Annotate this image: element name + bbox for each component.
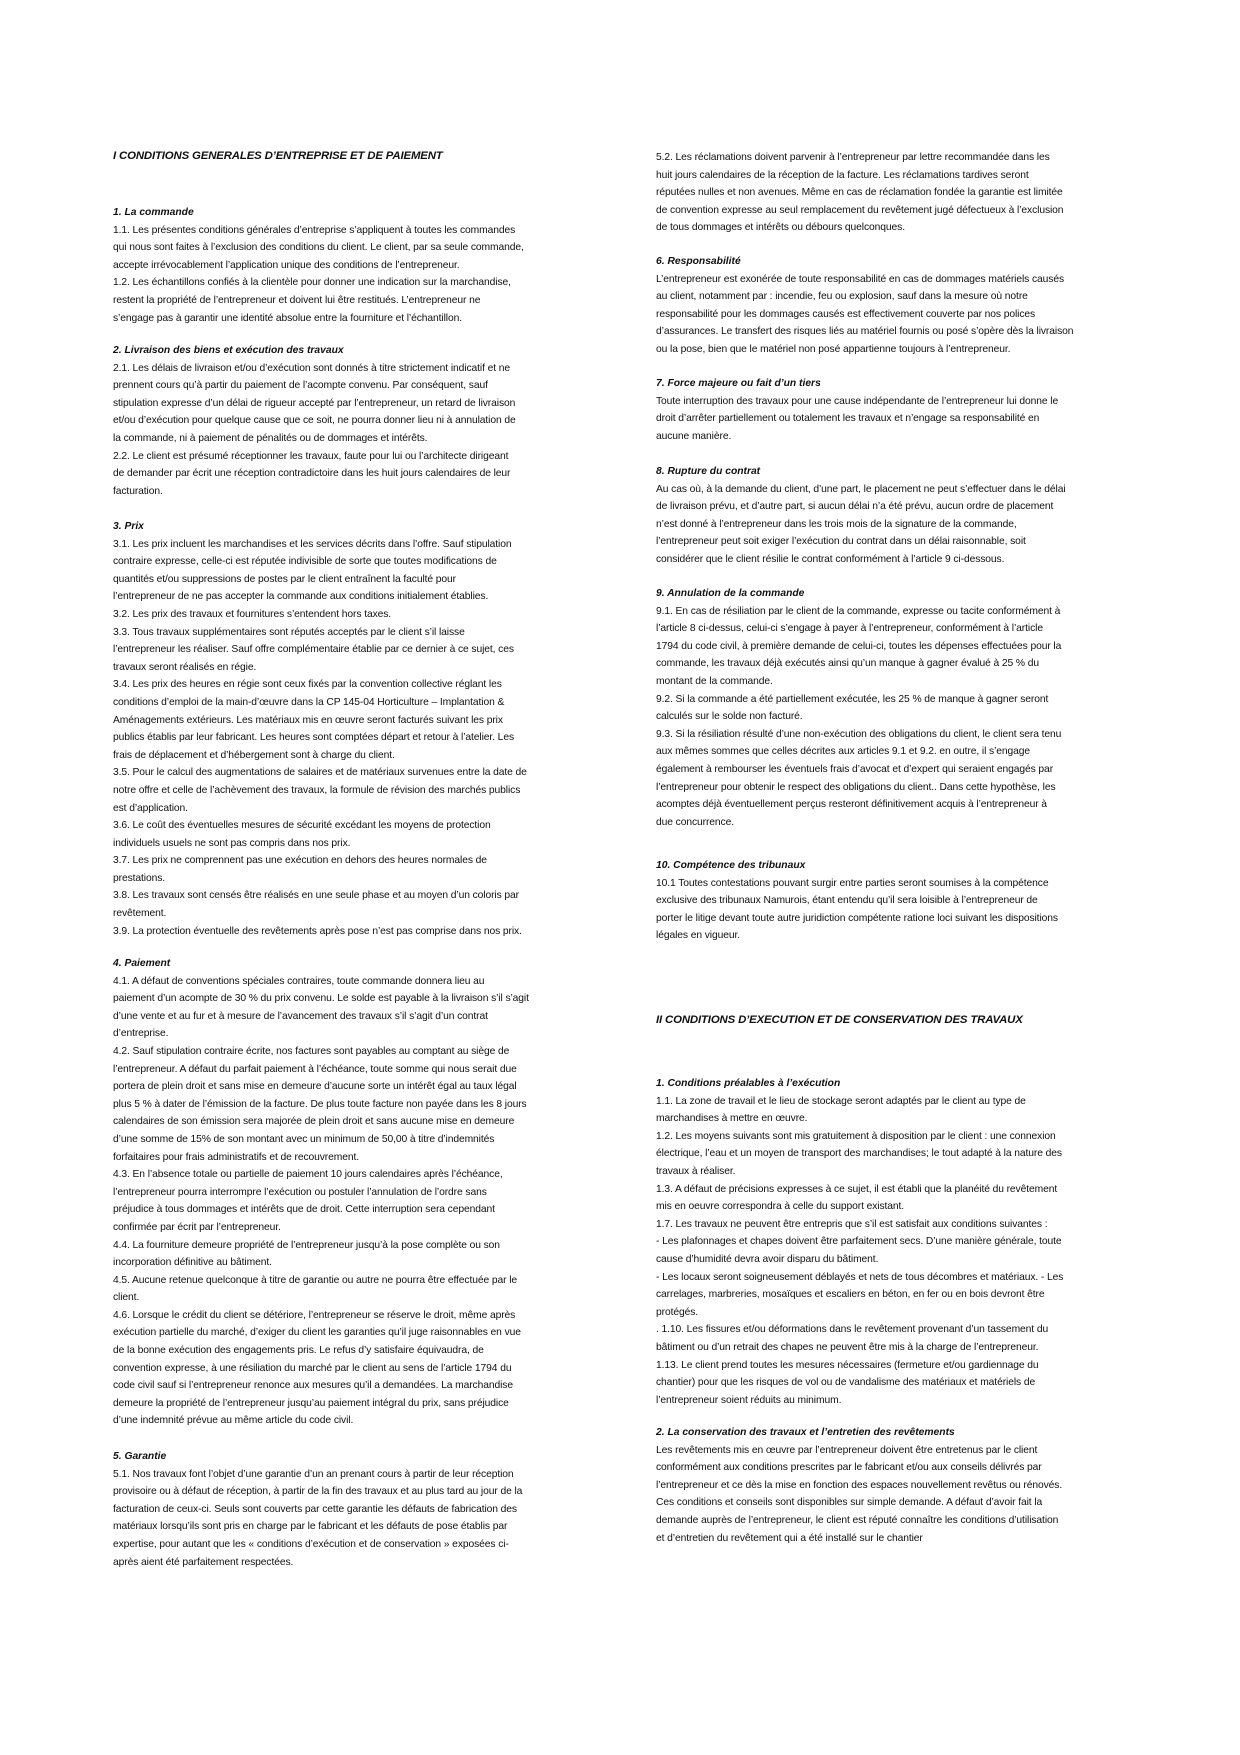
section-heading: 8. Rupture du contrat xyxy=(656,466,761,477)
right-section xyxy=(656,1075,1122,1409)
text-line: de demander par écrit une réception contradictoire dans les huit jours calendaires de leur xyxy=(113,468,511,480)
text-line: travaux seront réalisés en régie. xyxy=(113,661,257,673)
right-section xyxy=(656,463,1122,569)
text-line: montant de la commande. xyxy=(656,675,773,687)
left-section xyxy=(113,342,583,500)
text-line: 4.1. A défaut de conventions spéciales contraires, toute commande donnera lieu au xyxy=(113,975,485,987)
text-line: de livraison prévu, et d’autre part, si aucun délai n’a été prévu, aucun ordre de placement xyxy=(656,501,1054,513)
left-section xyxy=(113,518,583,940)
text-line: l’entrepreneur de ne pas accepter la commande aux conditions initialement établies. xyxy=(113,591,489,603)
text-line: la commande, ni à paiement de pénalités ou de dommages et intérêts. xyxy=(113,432,428,444)
section-heading: 7. Force majeure ou fait d’un tiers xyxy=(656,378,821,389)
right-section xyxy=(656,149,1122,237)
text-line: expertise, pour autant que les « conditions d’exécution et de conservation » exposées ci- xyxy=(113,1538,509,1550)
section-heading: 9. Annulation de la commande xyxy=(656,588,805,599)
text-line: cause d’humidité devra avoir disparu du bâtiment. xyxy=(656,1253,879,1265)
text-line: 1.1. La zone de travail et le lieu de stockage seront adaptés par le client au type de xyxy=(656,1095,1026,1107)
text-line: provisoire ou à défaut de réception, à partir de la fin des travaux et au plus tard au jour de la xyxy=(113,1486,523,1498)
text-line: incorporation définitive au bâtiment. xyxy=(113,1257,272,1269)
text-line: demande auprès de l’entrepreneur, le client est réputé connaître les conditions d’utilisation xyxy=(656,1514,1059,1526)
text-line: 1.13. Le client prend toutes les mesures nécessaires (fermeture et/ou gardiennage du xyxy=(656,1359,1039,1371)
text-line: qui nous sont faites à l’exclusion des conditions du client. Le client, par sa seule commande, xyxy=(113,242,524,254)
text-line: d’entreprise. xyxy=(113,1028,169,1040)
text-line: restent la propriété de l’entrepreneur et doivent lui être restitués. L’entrepreneur ne xyxy=(113,294,481,306)
text-line: 1.7. Les travaux ne peuvent être entrepris que s’il est satisfait aux conditions suivantes : xyxy=(656,1218,1048,1230)
right-section xyxy=(656,857,1122,945)
text-line: d’une vente et au fur et à mesure de l’avancement des travaux s’il s’agit d’un contrat xyxy=(113,1010,488,1022)
text-line: exécution partielle du marché, d’exiger du client les garanties qu’il juge raisonnables en vue xyxy=(113,1327,521,1339)
text-line: après aient été parfaitement respectées. xyxy=(113,1556,294,1568)
text-line: conformément aux conditions prescrites par le fabricant et/ou aux conseils délivrés par xyxy=(656,1462,1042,1474)
text-line: frais de déplacement et d’hébergement sont à charge du client. xyxy=(113,749,395,761)
left-section xyxy=(113,1448,583,1571)
section-heading: 4. Paiement xyxy=(113,958,171,969)
text-line: 2.2. Le client est présumé réceptionner les travaux, faute pour lui ou l’architecte dirigeant xyxy=(113,450,509,462)
text-line: 3.7. Les prix ne comprennent pas une exécution en dehors des heures normales de xyxy=(113,855,487,867)
text-line: calculés sur le solde non facturé. xyxy=(656,711,803,723)
text-line: bâtiment ou d’un retrait des chapes ne peuvent être mis à la charge de l’entrepreneur. xyxy=(656,1341,1039,1353)
text-line: marchandises à mettre en œuvre. xyxy=(656,1113,808,1125)
text-line: calendaires de son émission sera majorée de plein droit et sans aucune mise en demeure xyxy=(113,1116,515,1128)
text-line: 3.5. Pour le calcul des augmentations de salaires et de matériaux survenues entre la date de xyxy=(113,767,527,779)
text-line: paiement d’un acompte de 30 % du prix convenu. Le solde est payable à la livraison s’il s’agit xyxy=(113,993,529,1005)
text-line: responsabilité pour les dommages causés est effectivement couverte par nos polices xyxy=(656,308,1036,320)
text-line: de tous dommages et intérêts ou débours quelconques. xyxy=(656,222,905,234)
text-line: mis en oeuvre correspondra à celle du support existant. xyxy=(656,1201,905,1213)
text-line: d’une somme de 15% de son montant avec un minimum de 50,00 à titre d’indemnités xyxy=(113,1133,495,1145)
text-line: contraire expresse, celle-ci est réputée indivisible de sorte que toutes modifications de xyxy=(113,556,497,568)
text-line: 4.4. La fourniture demeure propriété de l’entrepreneur jusqu’à la pose complète ou son xyxy=(113,1239,500,1251)
text-line: ou la pose, bien que le matériel non posé appartienne toujours à l’entrepreneur. xyxy=(656,343,1011,355)
text-line: légales en vigueur. xyxy=(656,930,740,942)
part-one-title: I CONDITIONS GENERALES D’ENTREPRISE ET DE PAIEMENT xyxy=(113,150,443,162)
text-line: d’assurances. Le transfert des risques liés au matériel fournis ou posé s’opère dès la livraison xyxy=(656,326,1074,338)
section-heading: 2. Livraison des biens et exécution des travaux xyxy=(113,345,344,356)
text-line: 1794 du code civil, à première demande de celui-ci, toutes les dépenses effectuées pour la xyxy=(656,640,1062,652)
text-line: L’entrepreneur est exonérée de toute responsabilité en cas de dommages matériels causés xyxy=(656,273,1065,285)
text-line: 9.1. En cas de résiliation par le client de la commande, expresse ou tacite conformément à xyxy=(656,605,1061,617)
text-line: individuels usuels ne sont pas compris dans nos prix. xyxy=(113,837,351,849)
text-line: . 1.10. Les fissures et/ou déformations dans le revêtement provenant d’un tassement du xyxy=(656,1324,1049,1336)
text-line: l’entrepreneur soient réduits au minimum. xyxy=(656,1394,842,1406)
section-heading: 3. Prix xyxy=(113,521,144,532)
section-heading: 2. La conservation des travaux et l’entretien des revêtements xyxy=(656,1427,955,1438)
text-line: convention expresse, à une résiliation du marché par le client au sens de l’article 1794 du xyxy=(113,1362,512,1374)
text-line: s’engage pas à garantir une identité absolue entre la fourniture et l’échantillon. xyxy=(113,312,462,324)
text-line: publics établis par leur fabricant. Les heures sont comptées départ et retour à l’atelier. Les xyxy=(113,732,514,744)
text-line: 1.3. A défaut de précisions expresses à ce sujet, il est établi que la planéité du revêtement xyxy=(656,1183,1058,1195)
text-line: plus 5 % à dater de l’émission de la facture. De plus toute facture non payée dans les 8 jours xyxy=(113,1098,527,1110)
section-heading: 6. Responsabilité xyxy=(656,256,741,267)
text-line: protégés. xyxy=(656,1306,699,1318)
text-line: aucune manière. xyxy=(656,430,732,442)
text-line: Au cas où, à la demande du client, d’une part, le placement ne peut s’effectuer dans le délai xyxy=(656,483,1066,495)
section-heading: 5. Garantie xyxy=(113,1451,167,1462)
text-line: et d’entretien du revêtement qui a été installé sur le chantier xyxy=(656,1532,923,1544)
text-line: revêtement. xyxy=(113,908,167,920)
text-line: - Les plafonnages et chapes doivent être parfaitement secs. D’une manière générale, toute xyxy=(656,1236,1062,1248)
text-line: 3.2. Les prix des travaux et fournitures s’entendent hors taxes. xyxy=(113,608,392,620)
text-line: 3.4. Les prix des heures en régie sont ceux fixés par la convention collective réglant les xyxy=(113,679,502,691)
text-line: réputées nulles et non avenues. Même en cas de réclamation fondée la garantie est limitée xyxy=(656,187,1063,199)
text-line: aux mêmes sommes que celles décrites aux articles 9.1 et 9.2. en outre, il s’engage xyxy=(656,746,1031,758)
text-line: de la bonne exécution des engagements pris. Le refus d’y satisfaire équivaudra, de xyxy=(113,1345,484,1357)
text-line: code civil sauf si l’entrepreneur renonce aux mesures qu’il a demandées. La marchandise xyxy=(113,1380,513,1392)
text-line: prennent cours qu’à partir du paiement de l’acompte convenu. Par conséquent, sauf xyxy=(113,380,488,392)
text-line: conditions d’emploi de la main-d’œuvre dans la CP 145-04 Horticulture – Implantation & xyxy=(113,696,505,708)
text-line: 10.1 Toutes contestations pouvant surgir entre parties seront soumises à la compétence xyxy=(656,877,1049,889)
text-line: prestations. xyxy=(113,872,166,884)
text-line: acomptes déjà éventuellement perçus resteront définitivement acquis à l’entrepreneur à xyxy=(656,799,1047,811)
text-line: Aménagements extérieurs. Les matériaux mis en œuvre seront facturés suivant les prix xyxy=(113,714,503,726)
text-line: confirmée par écrit par l’entrepreneur. xyxy=(113,1221,281,1233)
text-line: quantités et/ou suppressions de postes par le client entraînent la faculté pour xyxy=(113,573,456,585)
text-line: 4.3. En l’absence totale ou partielle de paiement 10 jours calendaires après l’échéance, xyxy=(113,1169,503,1181)
text-line: l’entrepreneur pour obtenir le respect des obligations du client.. Dans cette hypothèse, les xyxy=(656,781,1056,793)
part-two-title: II CONDITIONS D’EXECUTION ET DE CONSERVATION DES TRAVAUX xyxy=(656,1014,1023,1026)
text-line: est d’application. xyxy=(113,802,188,814)
text-line: 1.1. Les présentes conditions générales d’entreprise s’appliquent à toutes les commandes xyxy=(113,224,516,236)
text-line: considérer que le client résilie le contrat conformément à l’article 9 ci-dessous. xyxy=(656,553,1005,565)
text-line: 5.2. Les réclamations doivent parvenir à l’entrepreneur par lettre recommandée dans les xyxy=(656,152,1050,163)
text-line: matériaux lorsqu’ils sont pris en charge par le fabricant et les défauts de pose établis par xyxy=(113,1521,508,1533)
text-line: commande, les travaux déjà exécutés ainsi qu’un manque à gagner évalué à 25 % du xyxy=(656,658,1039,670)
text-line: huit jours calendaires de la réception de la facture. Les réclamations tardives seront xyxy=(656,169,1029,181)
text-line: 3.3. Tous travaux supplémentaires sont réputés acceptés par le client s’il laisse xyxy=(113,626,465,638)
text-line: 4.5. Aucune retenue quelconque à titre de garantie ou autre ne pourra être effectuée par le xyxy=(113,1274,518,1286)
text-line: stipulation expresse d’un délai de rigueur accepté par l’entrepreneur, un retard de livraison xyxy=(113,397,516,409)
right-section xyxy=(656,585,1122,831)
text-line: également à rembourser les éventuels frais d’avocat et d’expert qui seraient engagés par xyxy=(656,763,1054,775)
text-line: 1.2. Les moyens suivants sont mis gratuitement à disposition par le client : une connexion xyxy=(656,1130,1056,1142)
text-line: 3.9. La protection éventuelle des revêtements après pose n’est pas comprise dans nos prix. xyxy=(113,925,522,937)
text-line: 5.1. Nos travaux font l’objet d’une garantie d’un an prenant cours à partir de leur réception xyxy=(113,1468,514,1480)
text-line: au client, notamment par : incendie, feu ou explosion, sauf dans la mesure où notre xyxy=(656,291,1028,303)
text-line: chantier) pour que les risques de vol ou de vandalisme des matériaux et matériels de xyxy=(656,1377,1036,1389)
text-line: n’est donné à l’entrepreneur dans les trois mois de la signature de la commande, xyxy=(656,518,1017,530)
right-section xyxy=(656,375,1122,445)
text-line: l’entrepreneur peut soit exiger l’exécution du contrat dans un délai raisonnable, soit xyxy=(656,536,1026,548)
text-line: 3.8. Les travaux sont censés être réalisés en une seule phase et au moyen d’un coloris par xyxy=(113,890,519,902)
text-line: travaux à réaliser. xyxy=(656,1165,736,1177)
text-line: exclusive des tribunaux Namurois, étant entendu qu’il sera loisible à l’entrepreneur de xyxy=(656,895,1038,907)
text-line: d’une indemnité prévue au même article du code civil. xyxy=(113,1415,354,1427)
text-line: demeure la propriété de l’entrepreneur jusqu’au paiement intégral du prix, sans préjudice xyxy=(113,1397,509,1409)
text-line: portera de plein droit et sans mise en demeure d’aucune sorte un intérêt égal au taux légal xyxy=(113,1081,517,1093)
left-section xyxy=(113,204,583,327)
right-section xyxy=(656,253,1122,359)
text-line: forfaitaires pour frais administratifs et de recouvrement. xyxy=(113,1151,360,1163)
text-line: porter le litige devant toute autre juridiction compétente ratione loci suivant les dispositions xyxy=(656,912,1058,924)
text-line: 4.6. Lorsque le crédit du client se détériore, l’entrepreneur se réserve le droit, même après xyxy=(113,1309,516,1321)
text-line: 4.2. Sauf stipulation contraire écrite, nos factures sont payables au comptant au siège de xyxy=(113,1045,510,1057)
text-line: - Les locaux seront soigneusement déblayés et nets de tous décombres et matériaux. - Les xyxy=(656,1271,1064,1283)
text-line: 9.3. Si la résiliation résulté d’une non-exécution des obligations du client, le client sera tenu xyxy=(656,728,1062,740)
text-line: Ces conditions et conseils sont disponibles sur simple demande. A défaut d’avoir fait la xyxy=(656,1497,1043,1509)
text-line: 1.2. Les échantillons confiés à la clientèle pour donner une indication sur la marchandise, xyxy=(113,277,511,289)
section-heading: 10. Compétence des tribunaux xyxy=(656,860,806,871)
text-line: accepte irrévocablement l’application unique des conditions de l’entrepreneur. xyxy=(113,259,460,271)
text-line: Les revêtements mis en œuvre par l’entrepreneur doivent être entretenus par le client xyxy=(656,1444,1038,1456)
text-line: facturation de ceux-ci. Seuls sont couverts par cette garantie les défauts de fabrication des xyxy=(113,1503,517,1515)
text-line: notre offre et celle de l’achèvement des travaux, la formule de révision des marchés publics xyxy=(113,784,521,796)
text-line: l’article 8 ci-dessus, celui-ci s’engage à payer à l’entrepreneur, conformément à l’article xyxy=(656,623,1043,635)
text-line: 3.6. Le coût des éventuelles mesures de sécurité excédant les moyens de protection xyxy=(113,820,491,832)
text-line: droit d’arrêter partiellement ou totalement les travaux et n’engage sa responsabilité en xyxy=(656,413,1040,425)
left-section xyxy=(113,955,583,1430)
text-line: due concurrence. xyxy=(656,816,734,828)
text-line: électrique, l’eau et un moyen de transport des marchandises; le tout adapté à la nature des xyxy=(656,1148,1062,1160)
text-line: carrelages, marbreries, mosaïques et escaliers en béton, en fer ou en bois devront être xyxy=(656,1289,1045,1301)
text-line: client. xyxy=(113,1292,140,1304)
section-heading: 1. Conditions préalables à l’exécution xyxy=(656,1078,841,1089)
text-line: 2.1. Les délais de livraison et/ou d’exécution sont donnés à titre strictement indicatif et ne xyxy=(113,362,510,374)
text-line: de convention expresse au seul remplacement du revêtement jugé défectueux à l’exclusion xyxy=(656,204,1064,216)
text-line: 9.2. Si la commande a été partiellement exécutée, les 25 % de manque à gagner seront xyxy=(656,693,1049,705)
text-line: 3.1. Les prix incluent les marchandises et les services décrits dans l’offre. Sauf stipulation xyxy=(113,538,512,550)
text-line: l’entrepreneur les réaliser. Sauf offre complémentaire établie par ce dernier à ce sujet, ces xyxy=(113,644,514,656)
text-line: facturation. xyxy=(113,485,163,497)
text-line: préjudice à tous dommages et intérêts que de droit. Cette interruption sera cependant xyxy=(113,1204,495,1216)
section-heading: 1. La commande xyxy=(113,207,194,218)
right-section xyxy=(656,1424,1122,1547)
text-line: et/ou d’exécution pour quelque cause que ce soit, ne pourra donner lieu ni à annulation de xyxy=(113,415,516,427)
text-line: l’entrepreneur et ce dès la mise en fonction des espaces nouvellement revêtus ou rénovés. xyxy=(656,1479,1063,1491)
text-line: Toute interruption des travaux pour une cause indépendante de l’entrepreneur lui donne le xyxy=(656,395,1059,407)
text-line: l’entrepreneur pourra interrompre l’exécution ou postuler l’annulation de l’ordre sans xyxy=(113,1186,487,1198)
text-line: l’entrepreneur. A défaut du parfait paiement à l’échéance, toute somme qui nous serait due xyxy=(113,1063,517,1075)
